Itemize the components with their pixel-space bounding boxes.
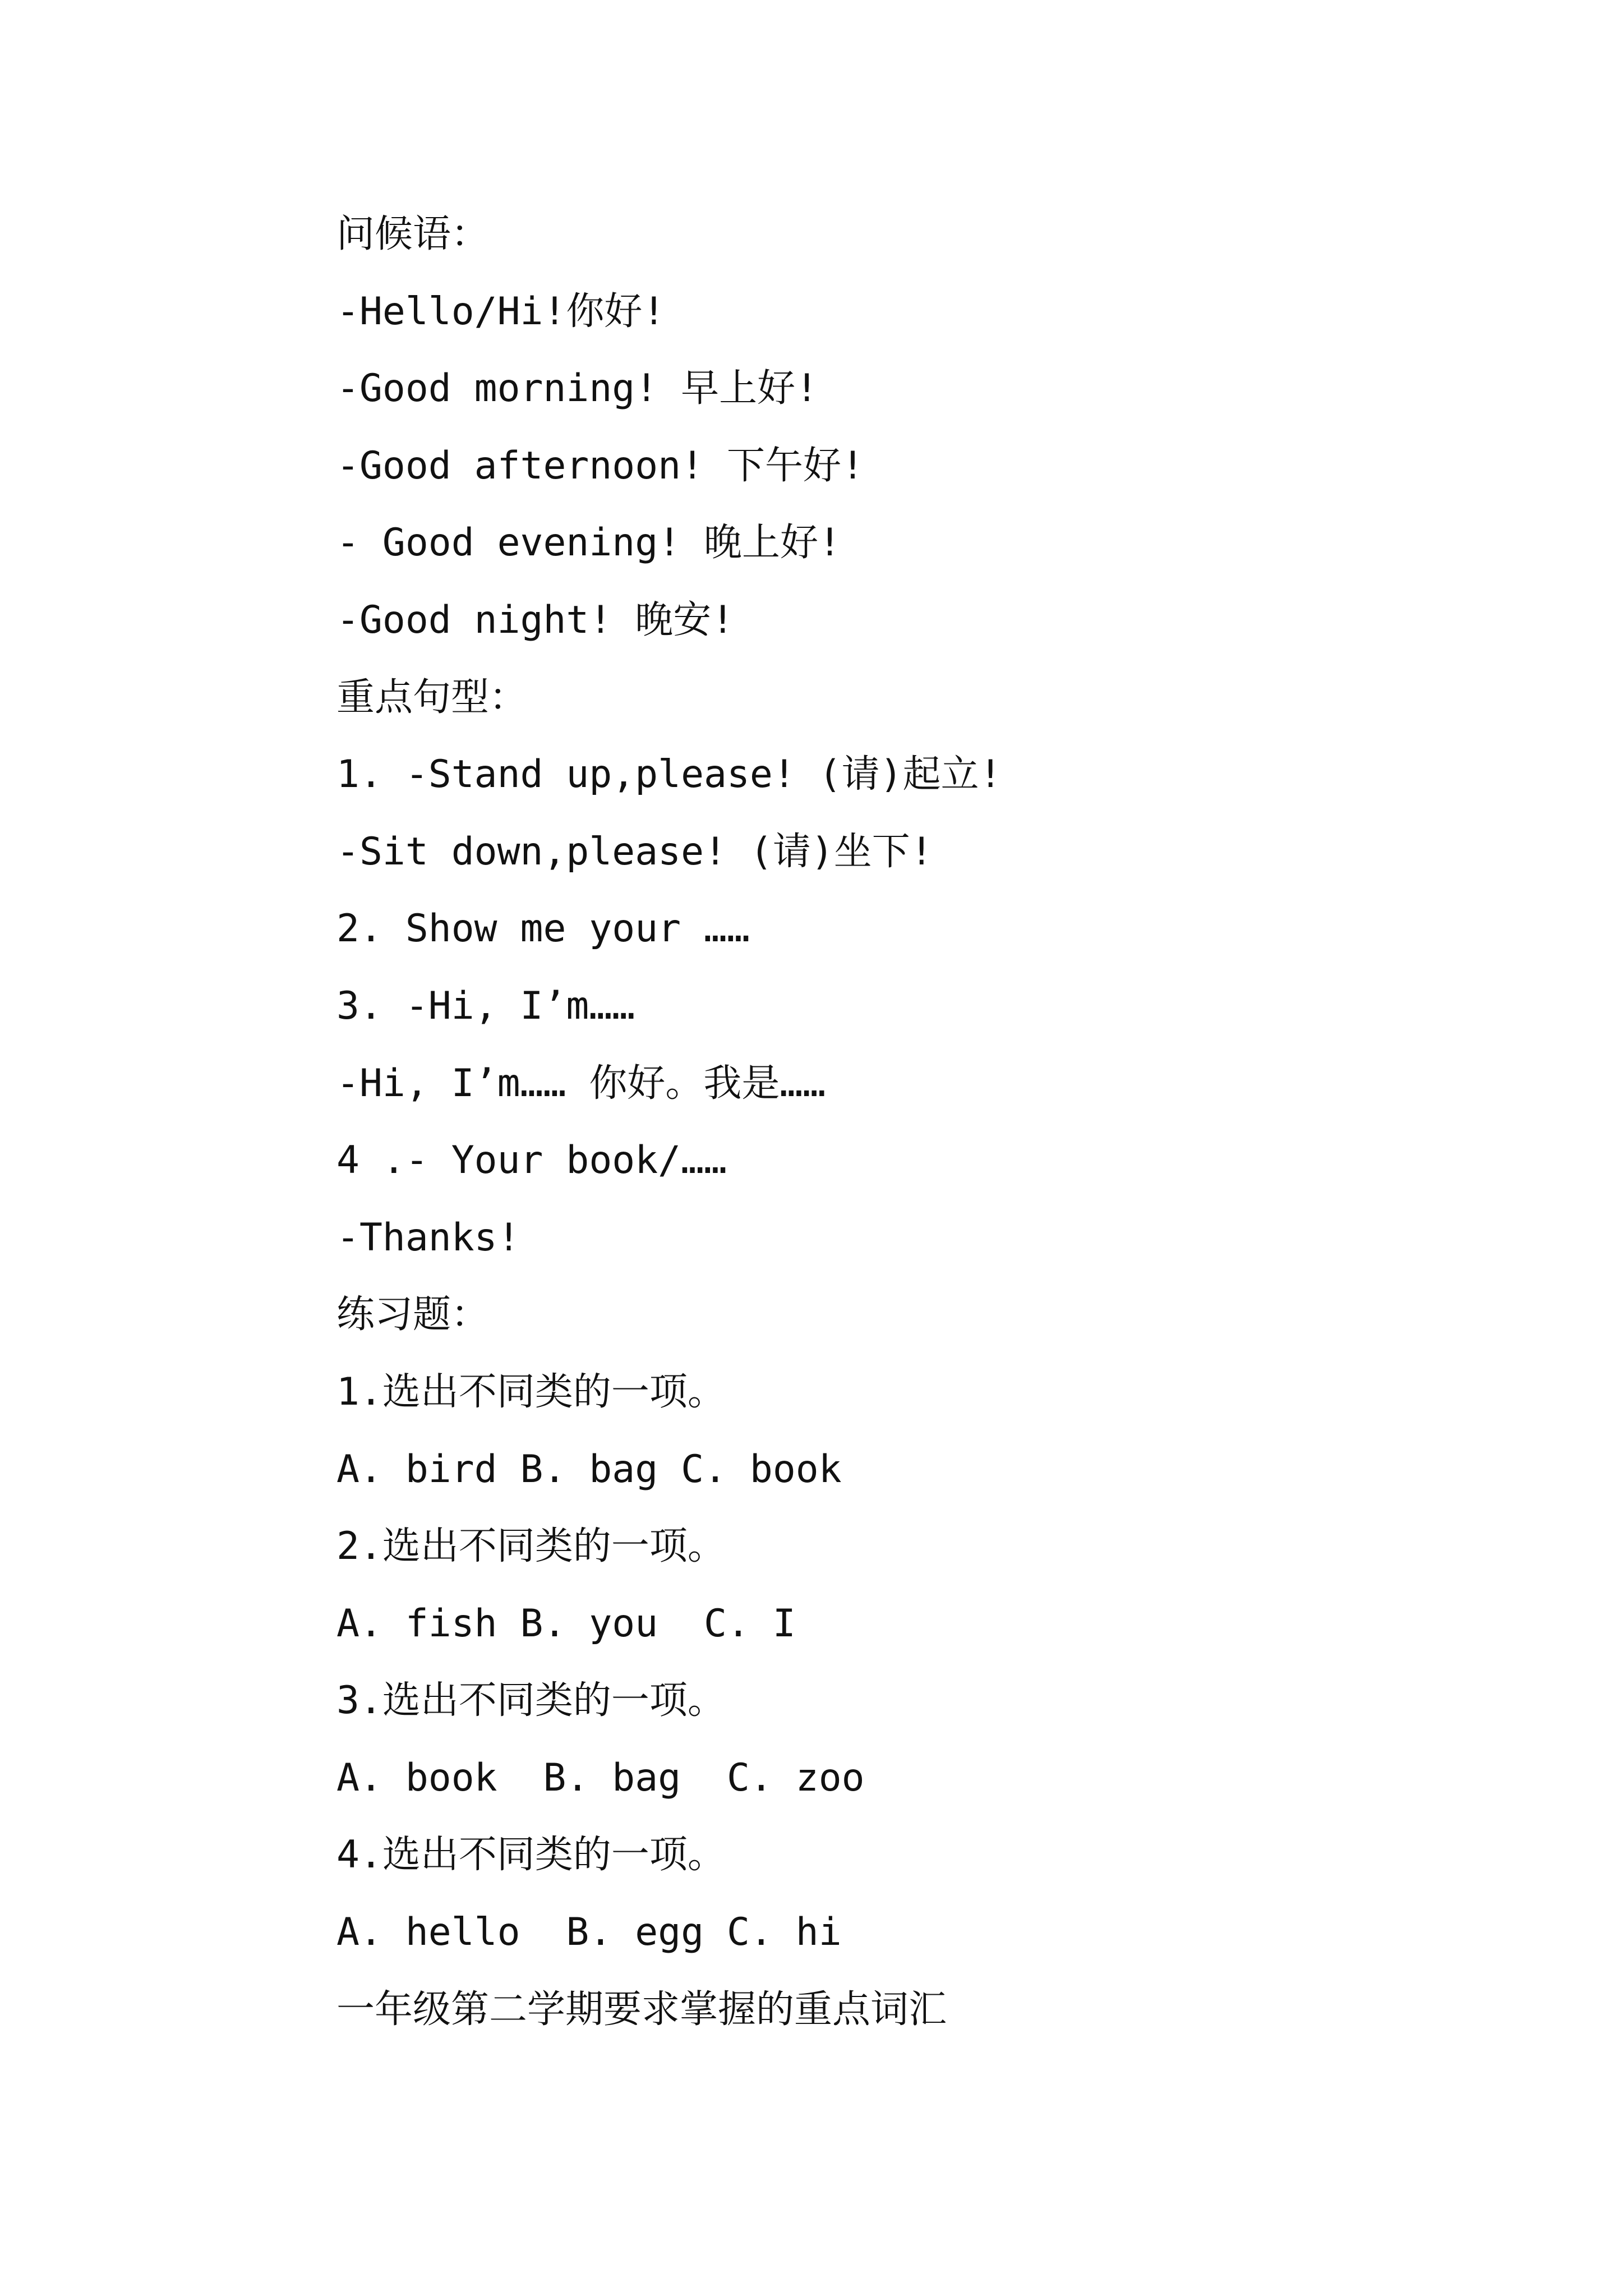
exercise-options: A. hello B. egg C. hi (336, 1910, 842, 1955)
text-line: 1. -Stand up,please! (请)起立! (336, 752, 1002, 797)
section-heading-greetings: 问候语： (336, 212, 490, 256)
text-line: -Thanks! (336, 1215, 520, 1260)
section-heading-vocabulary: 一年级第二学期要求掌握的重点词汇 (336, 1987, 947, 2032)
text-line: -Good night! 晚安! (336, 597, 735, 642)
section-heading-key-sentences: 重点句型： (336, 675, 528, 720)
exercise-question: 3.选出不同类的一项。 (336, 1678, 726, 1723)
exercise-options: A. fish B. you C. I (336, 1601, 796, 1646)
exercise-question: 1.选出不同类的一项。 (336, 1369, 726, 1414)
section-heading-exercises: 练习题： (336, 1292, 490, 1337)
text-line: -Sit down,please! (请)坐下! (336, 829, 933, 874)
text-line: -Hello/Hi!你好! (336, 289, 666, 334)
text-line: 2. Show me your …… (336, 907, 750, 951)
text-line: -Hi, I’m…… 你好。我是…… (336, 1061, 826, 1106)
exercise-options: A. bird B. bag C. book (336, 1447, 842, 1492)
exercise-options: A. book B. bag C. zoo (336, 1755, 865, 1800)
text-line: 3. -Hi, I’m…… (336, 983, 635, 1028)
text-line: 4 .- Your book/…… (336, 1138, 727, 1183)
document-body (336, 212, 1458, 2064)
text-line: -Good afternoon! 下午好! (336, 443, 864, 488)
text-line: -Good morning! 早上好! (336, 366, 819, 411)
exercise-question: 4.选出不同类的一项。 (336, 1833, 726, 1878)
exercise-question: 2.选出不同类的一项。 (336, 1524, 726, 1569)
text-line: - Good evening! 晚上好! (336, 521, 841, 565)
